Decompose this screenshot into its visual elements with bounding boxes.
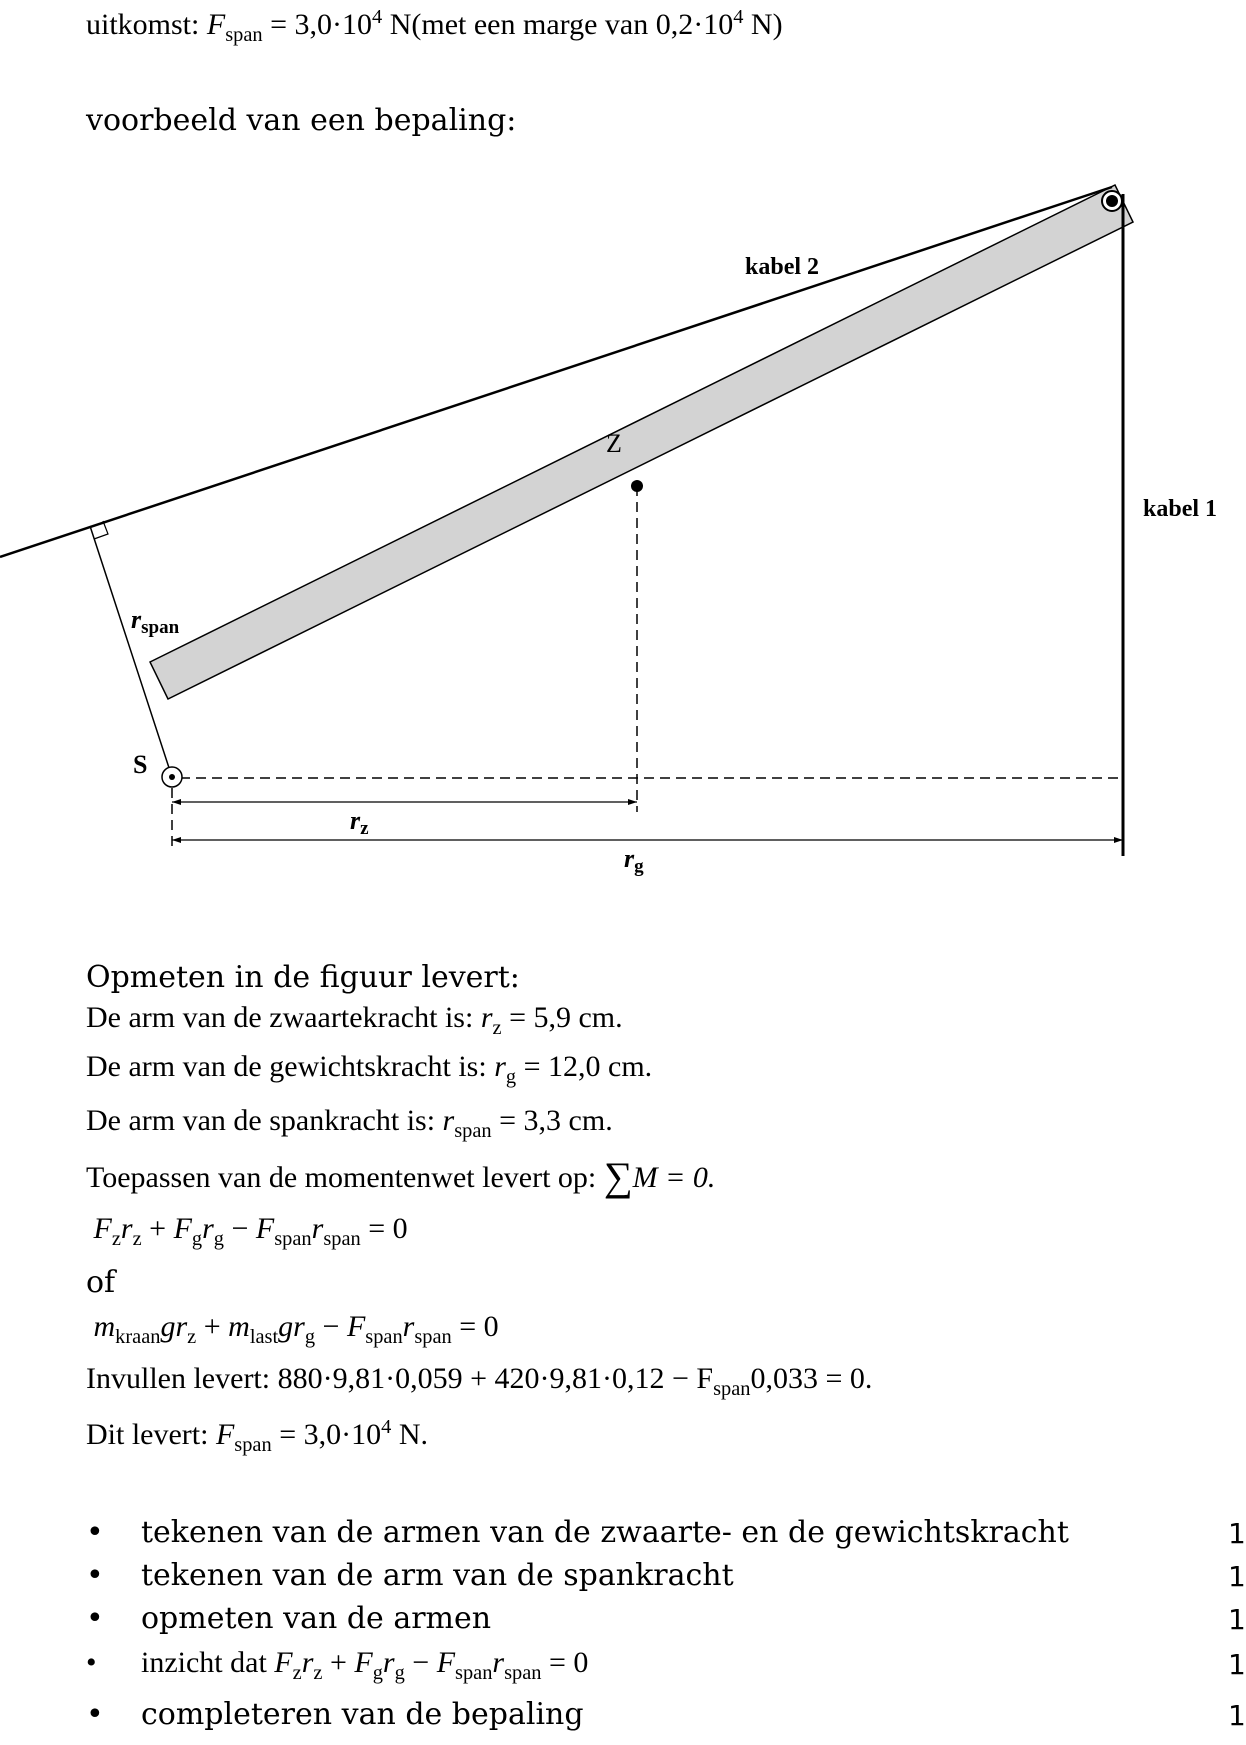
equation-forces: $F_zr_z + F_gr_g - F_{span}r_{span} = 0$	[93, 1212, 408, 1251]
center-of-mass-z	[631, 480, 643, 492]
score-points: 1	[1228, 1560, 1246, 1593]
outcome-label: uitkomst:	[86, 8, 200, 41]
score-points: 1	[1228, 1699, 1246, 1732]
margin-unit: N)	[750, 8, 783, 41]
score-item: • tekenen van de armen van de zwaarte- en de gewichtskracht	[86, 1515, 1069, 1550]
label-kabel-1: kabel 1	[1143, 496, 1218, 522]
arm-rg-line: De arm van de gewichtskracht is: $r_g = 12,0$ cm.	[86, 1050, 653, 1089]
score-points: 1	[1228, 1648, 1246, 1681]
pivot-top-inner	[1106, 195, 1118, 207]
equation-fill-in: Invullen levert: $880\cdot 9,81\cdot 0,059 + 420\cdot 9,81\cdot 0,12 - F_{span}0,033 = 0$.	[86, 1362, 873, 1401]
beam	[150, 185, 1133, 699]
margin-value: 0,2·10	[655, 8, 734, 41]
arrowhead-rg-left	[172, 837, 181, 843]
outcome-unit: N	[389, 8, 412, 41]
outcome-value: 3,0·10	[294, 8, 372, 41]
score-item: • opmeten van de armen	[86, 1601, 492, 1636]
score-points: 1	[1228, 1603, 1246, 1636]
or-word: of	[86, 1265, 116, 1300]
label-r-g: rg	[624, 844, 644, 877]
moment-law-line: Toepassen van de momentenwet levert op: ∑M = 0.	[86, 1154, 716, 1200]
score-item: • completeren van de bepaling	[86, 1697, 584, 1732]
equation-result: Dit levert: $F_{span} = 3,0\cdot 10^4$ N.	[86, 1415, 428, 1457]
example-label: voorbeeld van een bepaling:	[86, 103, 517, 138]
label-z: Z	[606, 429, 622, 458]
score-item: • tekenen van de arm van de spankracht	[86, 1558, 734, 1593]
label-r-span: rspan	[131, 605, 180, 638]
score-points: 1	[1228, 1517, 1246, 1550]
arm-span-line	[90, 526, 172, 777]
arm-rz-line: De arm van de zwaartekracht is: $r_z = 5,9$ cm.	[86, 1001, 623, 1040]
label-r-z: rz	[350, 806, 369, 839]
arm-rspan-line: De arm van de spankracht is: $r_{span} = 3,3$ cm.	[86, 1104, 613, 1143]
score-item: • inzicht dat $F_zr_z + F_gr_g - F_{span}r_{span} = 0$	[86, 1646, 589, 1685]
margin-text: (met een marge van	[411, 8, 649, 41]
label-kabel-2: kabel 2	[745, 254, 820, 280]
outcome-line: uitkomst: $F_{span} = 3,0\cdot 10^4$ N(met een marge van $0,2\cdot 10^4$ N)	[86, 5, 783, 47]
arrowhead-rz-right	[628, 799, 637, 805]
lever-diagram	[0, 170, 1243, 877]
equation-masses: $m_{kraan}gr_z + m_{last}gr_g - F_{span}r_{span} = 0$	[93, 1310, 499, 1349]
arrowhead-rz-left	[172, 799, 181, 805]
measure-intro: Opmeten in de figuur levert:	[86, 960, 520, 995]
label-s: S	[133, 750, 148, 779]
pivot-s-inner	[169, 774, 175, 780]
